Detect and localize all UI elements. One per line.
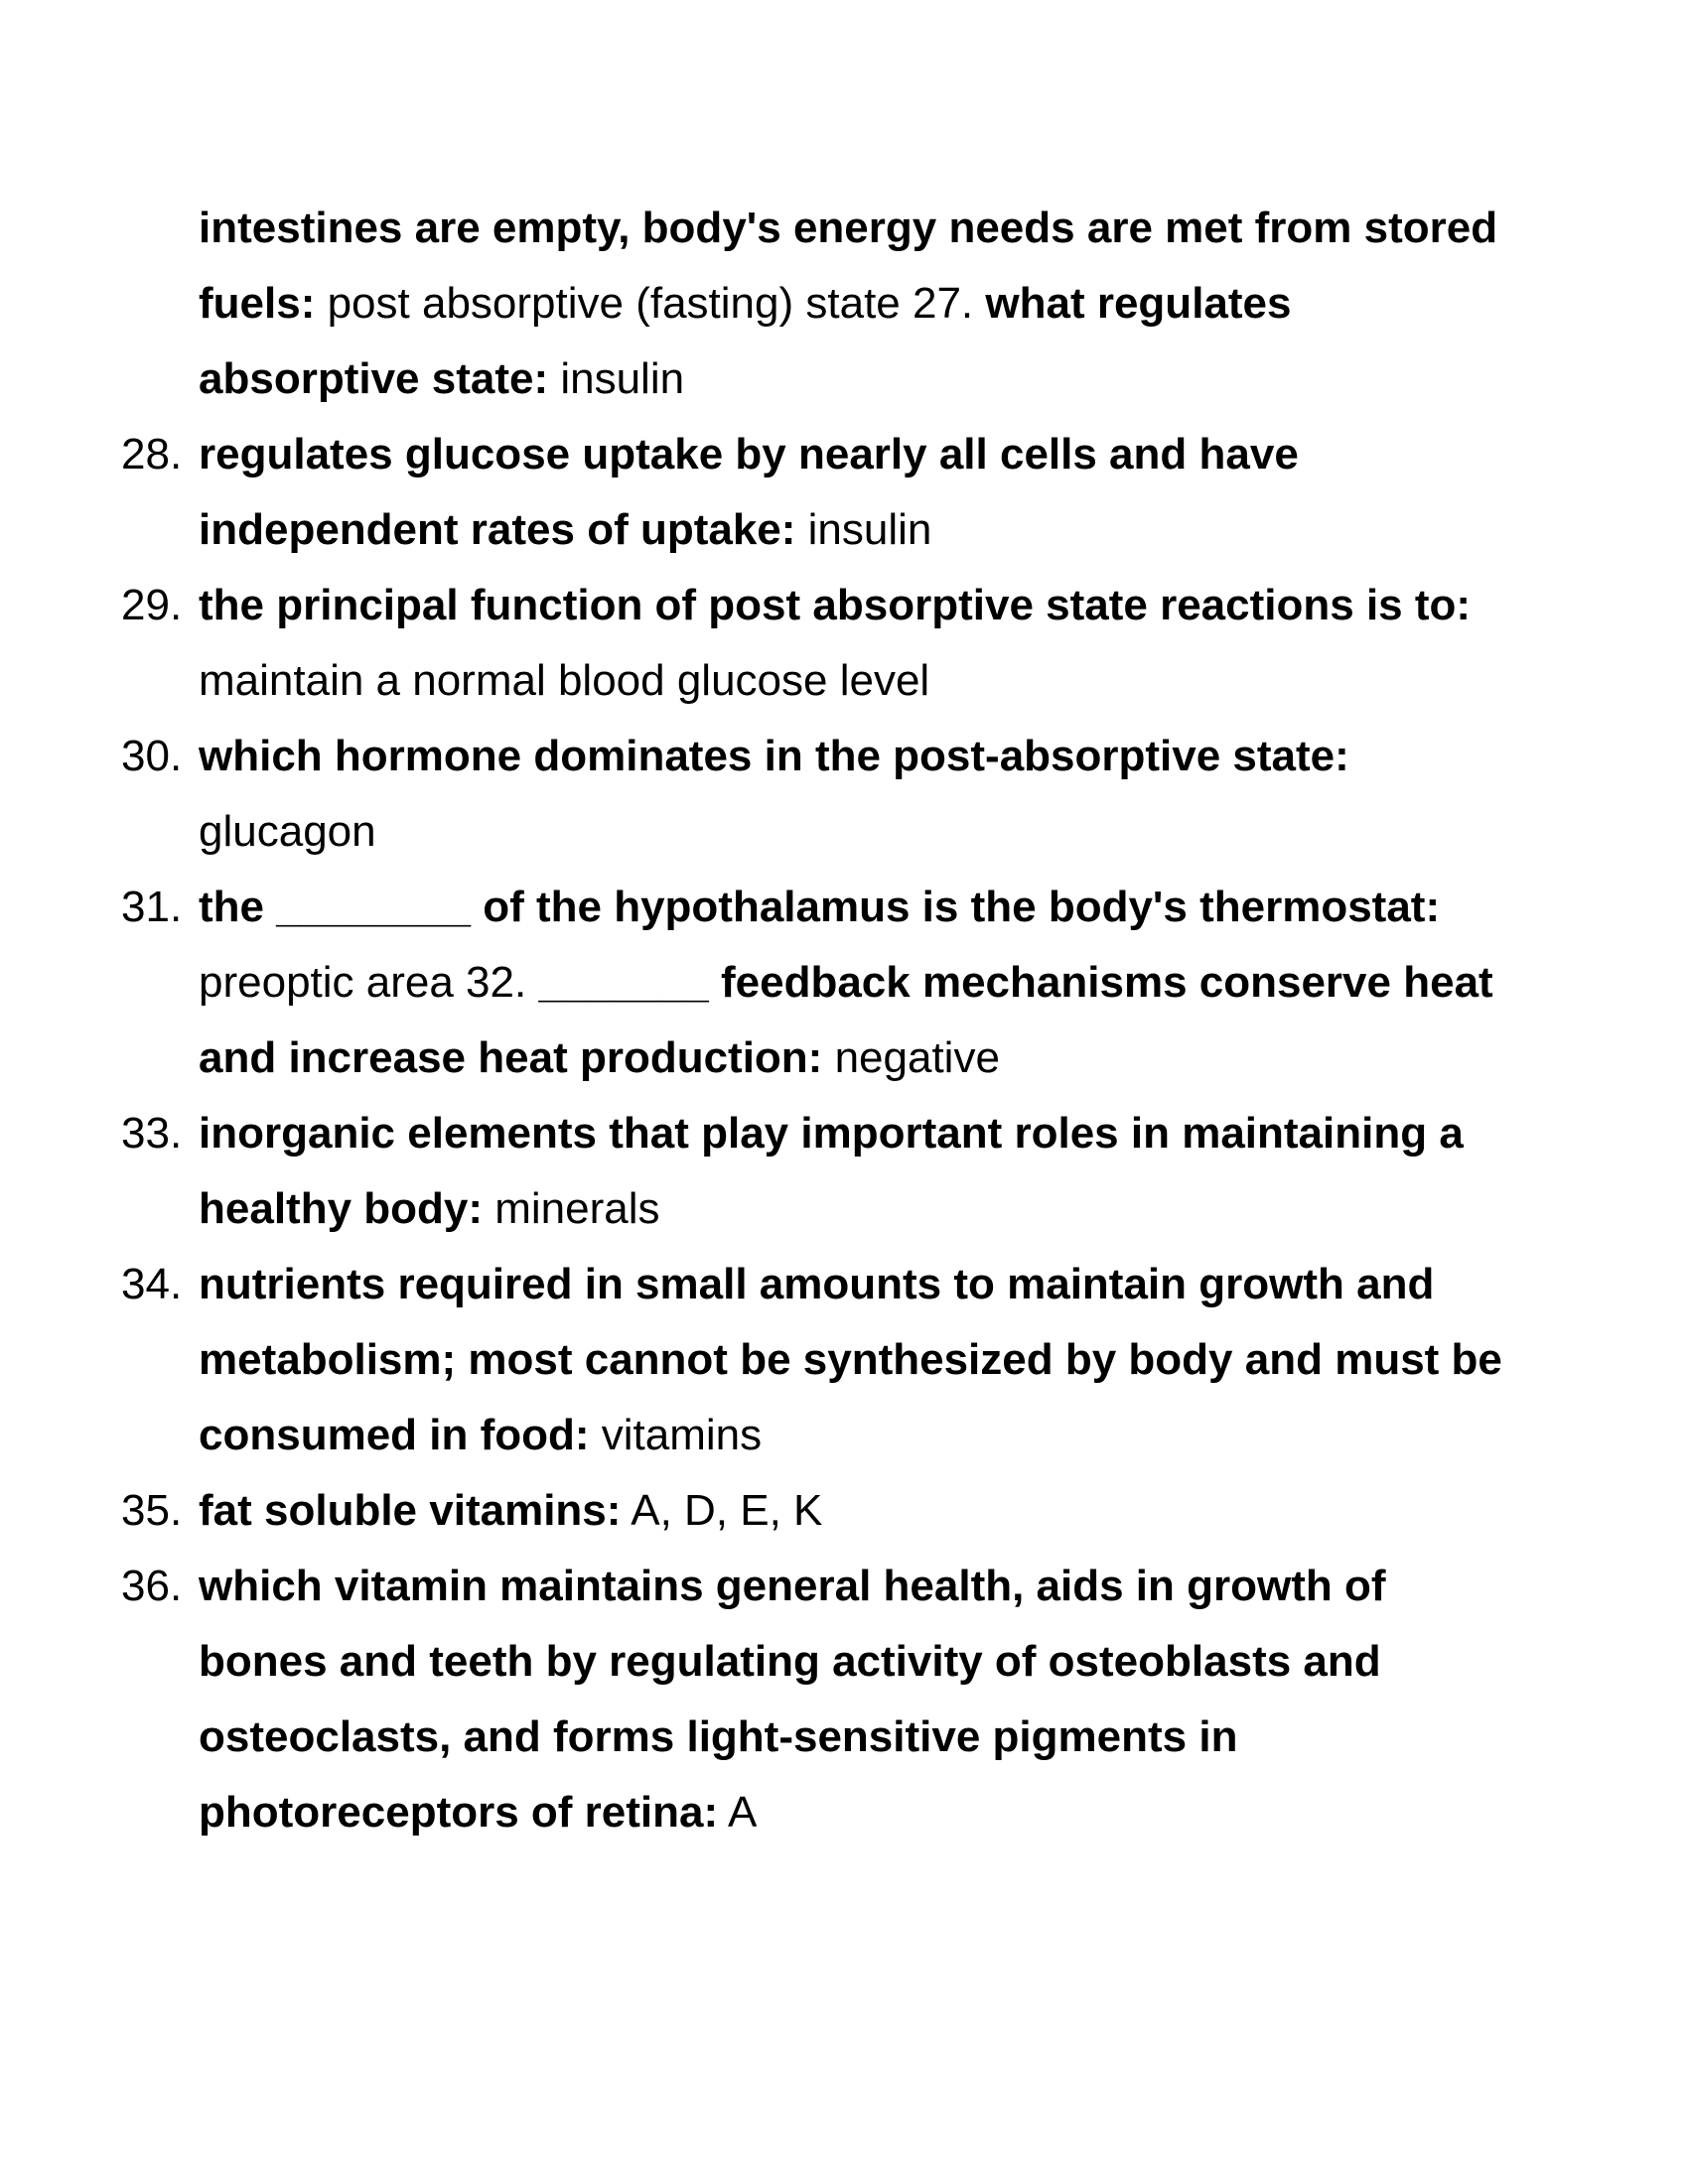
question-text: which hormone dominates in the post-absorptive state:	[199, 732, 1349, 780]
question-text: inorganic elements that play important roles in maintaining a healthy body:	[199, 1109, 1464, 1233]
list-item	[121, 417, 1511, 568]
answer-text: minerals	[483, 1184, 660, 1233]
question-text: what regulates absorptive state:	[199, 279, 1292, 403]
item-number: 34.	[121, 1260, 183, 1308]
item-number: 28.	[121, 430, 183, 478]
answer-text: A, D, E, K	[621, 1486, 823, 1535]
item-number: 36.	[121, 1562, 183, 1610]
question-text: which vitamin maintains general health, aids in growth of bones and teeth by regulating activity of osteoblasts and osteoclasts, and forms light-sensitive pigments in photoreceptors of retina:	[199, 1562, 1386, 1837]
question-text: regulates glucose uptake by nearly all cells and have independent rates of uptake:	[199, 430, 1299, 554]
answer-text: vitamins	[589, 1411, 763, 1459]
answer-text: preoptic area 32.	[199, 958, 539, 1007]
list-item	[121, 1096, 1511, 1247]
answer-text: insulin	[548, 354, 685, 403]
list-item	[121, 870, 1511, 1096]
question-text: fat soluble vitamins:	[199, 1486, 622, 1535]
list-item	[121, 1549, 1511, 1850]
answer-text: insulin	[795, 505, 932, 554]
answer-text: maintain a normal blood glucose level	[199, 656, 930, 705]
list-item	[121, 191, 1511, 417]
answer-text: post absorptive (fasting) state 27.	[315, 279, 986, 328]
answer-text: negative	[822, 1033, 1000, 1082]
question-text: _______ feedback mechanisms conserve heat and increase heat production:	[199, 958, 1493, 1082]
flashcard-list	[121, 191, 1511, 1850]
list-item	[121, 1247, 1511, 1473]
answer-text: A	[718, 1788, 758, 1837]
question-text: the principal function of post absorptive state reactions is to:	[199, 581, 1472, 629]
question-text: nutrients required in small amounts to maintain growth and metabolism; most cannot be synthesized by body and must be consumed in food:	[199, 1260, 1502, 1459]
question-text: the ________ of the hypothalamus is the body's thermostat:	[199, 883, 1441, 931]
question-text: intestines are empty, body's energy needs are met from stored fuels:	[199, 204, 1498, 328]
list-item	[121, 719, 1511, 870]
item-number: 35.	[121, 1486, 183, 1535]
item-number: 30.	[121, 732, 183, 780]
list-item	[121, 1473, 1511, 1549]
item-number: 31.	[121, 883, 183, 931]
list-item	[121, 568, 1511, 719]
answer-text: glucagon	[199, 807, 376, 856]
item-number: 29.	[121, 581, 183, 629]
item-number: 33.	[121, 1109, 183, 1158]
